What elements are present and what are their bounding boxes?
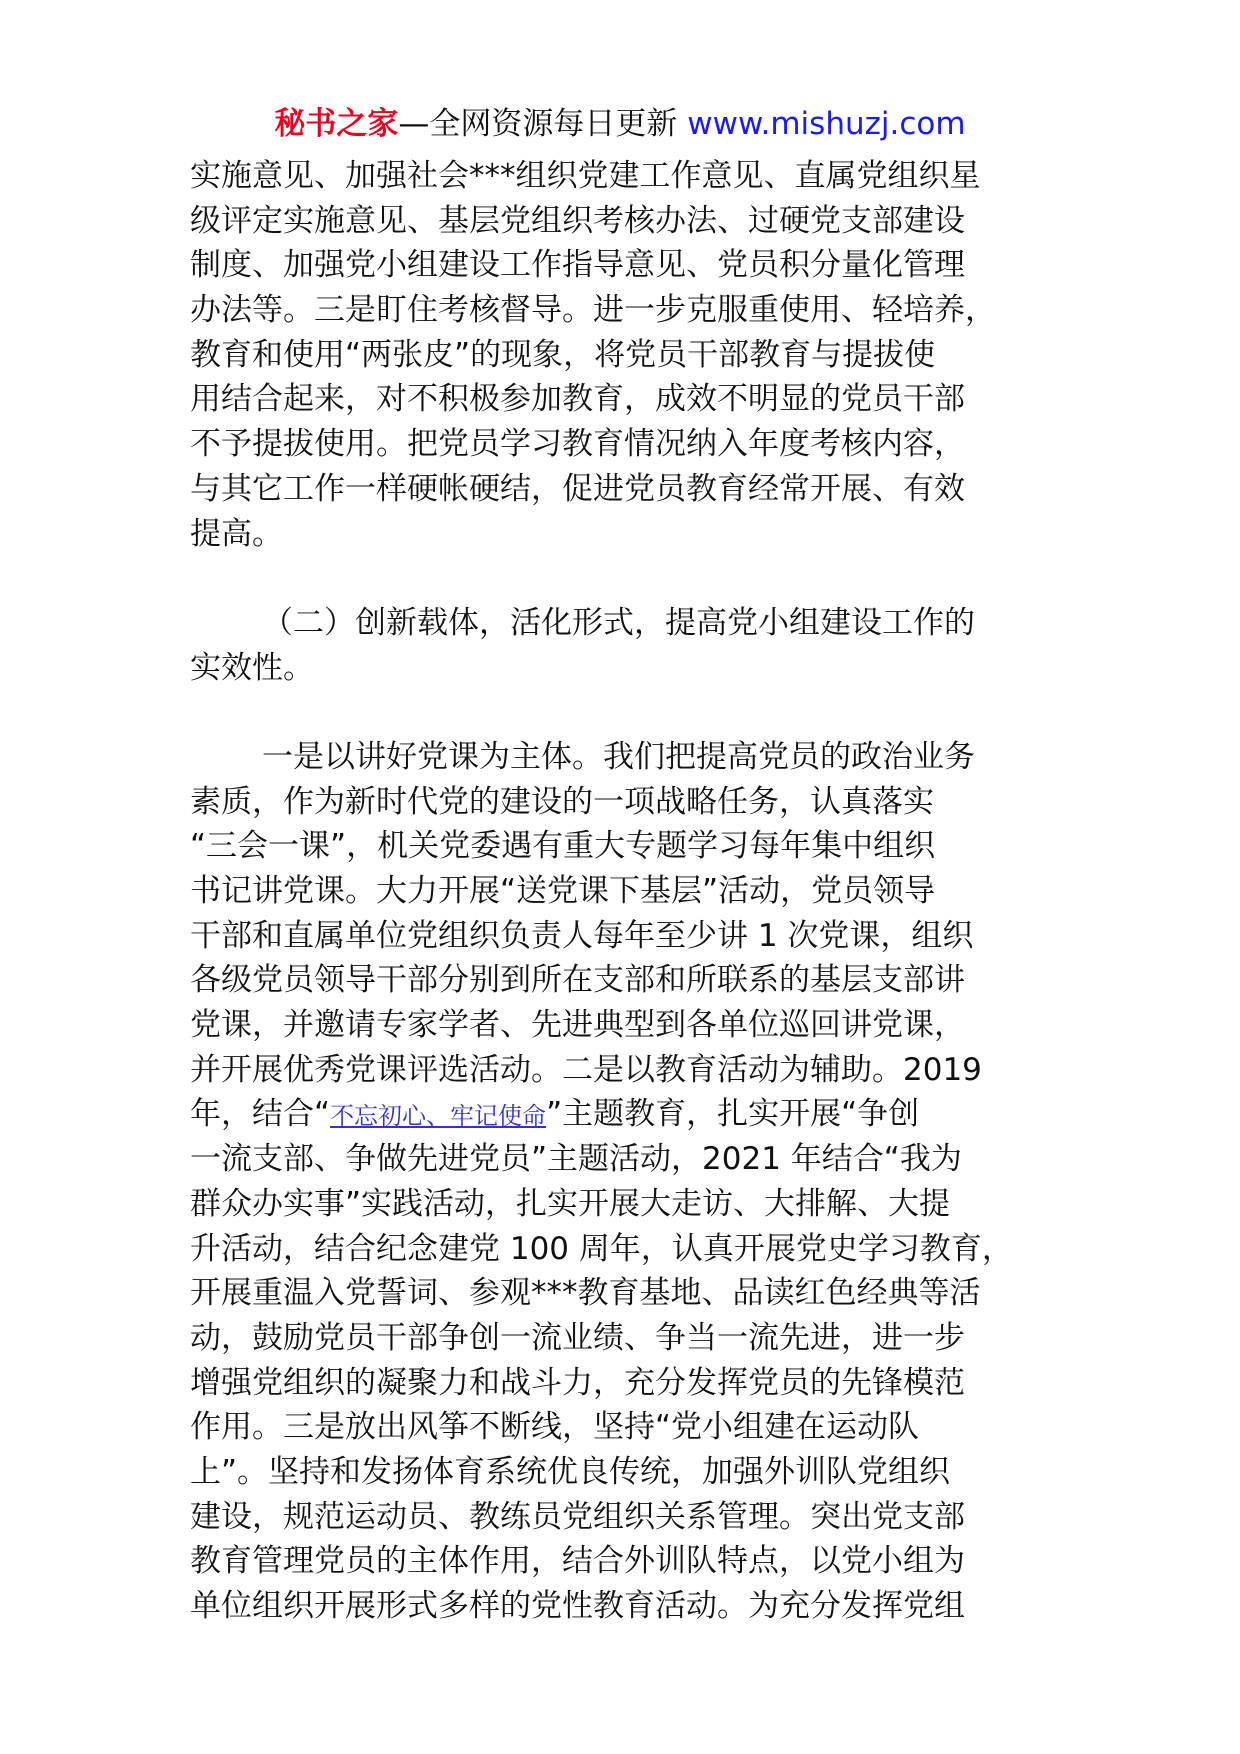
text-line: 制度、加强党小组建设工作指导意见、党员积分量化管理 bbox=[190, 247, 965, 284]
text-line: 不予提拔使用。把党员学习教育情况纳入年度考核内容， bbox=[190, 426, 965, 463]
text-line-with-link bbox=[190, 1092, 1050, 1137]
link-prefix-text: 年，结合“ bbox=[190, 1096, 331, 1133]
text-line: 升活动，结合纪念建党 100 周年，认真开展党史学习教育， bbox=[190, 1230, 1013, 1267]
text-line: 党课，并邀请专家学者、先进典型到各单位巡回讲党课， bbox=[190, 1007, 965, 1044]
text-line: 上”。坚持和发扬体育系统优良传统，加强外训队党组织 bbox=[190, 1453, 951, 1490]
text-line: 单位组织开展形式多样的党性教育活动。为充分发挥党组 bbox=[190, 1588, 965, 1624]
brand-name: 秘书之家 bbox=[274, 106, 399, 142]
text-line: “三会一课”，机关党委遇有重大专题学习每年集中组织 bbox=[190, 828, 936, 865]
paragraph-1 bbox=[190, 154, 1050, 556]
text-line: 教育和使用“两张皮”的现象，将党员干部教育与提拔使 bbox=[190, 336, 936, 373]
header-tagline: —全网资源每日更新 bbox=[398, 106, 678, 142]
text-line: 并开展优秀党课评选活动。二是以教育活动为辅助。2019 bbox=[190, 1051, 982, 1088]
text-line: 素质，作为新时代党的建设的一项战略任务，认真落实 bbox=[190, 783, 934, 820]
text-line: 作用。三是放出风筝不断线，坚持“党小组建在运动队 bbox=[190, 1409, 920, 1446]
text-line: 增强党组织的凝聚力和战斗力，充分发挥党员的先锋模范 bbox=[190, 1364, 965, 1401]
theme-education-link[interactable]: 不忘初心、牢记使命 bbox=[330, 1102, 547, 1131]
paragraph-3 bbox=[190, 735, 1050, 1629]
link-suffix-text: ”主题教育，扎实开展“争创 bbox=[546, 1096, 920, 1133]
section-heading-2 bbox=[190, 601, 1050, 690]
text-line: 书记讲党课。大力开展“送党课下基层”活动，党员领导 bbox=[190, 873, 936, 909]
text-line: 用结合起来，对不积极参加教育，成效不明显的党员干部 bbox=[190, 381, 965, 418]
heading-line: （二）创新载体，活化形式，提高党小组建设工作的 bbox=[262, 604, 975, 641]
text-line: 与其它工作一样硬帐硬结，促进党员教育经常开展、有效 bbox=[190, 470, 965, 507]
text-line: 一流支部、争做先进党员”主题活动，2021 年结合“我为 bbox=[190, 1141, 962, 1178]
text-line: 动，鼓励党员干部争创一流业绩、争当一流先进，进一步 bbox=[190, 1319, 965, 1356]
text-line: 实施意见、加强社会***组织党建工作意见、直属党组织星 bbox=[190, 158, 981, 194]
site-header bbox=[0, 104, 1240, 144]
text-line: 一是以讲好党课为主体。我们把提高党员的政治业务 bbox=[262, 738, 975, 775]
text-line: 教育管理党员的主体作用，结合外训队特点，以党小组为 bbox=[190, 1543, 965, 1580]
text-line: 提高。 bbox=[190, 515, 283, 552]
text-line: 级评定实施意见、基层党组织考核办法、过硬党支部建设 bbox=[190, 202, 965, 239]
document-body bbox=[190, 154, 1050, 1629]
text-line: 办法等。三是盯住考核督导。进一步克服重使用、轻培养， bbox=[190, 292, 996, 329]
text-line: 干部和直属单位党组织负责人每年至少讲 1 次党课，组织 bbox=[190, 917, 974, 954]
text-line: 建设，规范运动员、教练员党组织关系管理。突出党支部 bbox=[190, 1498, 965, 1535]
text-line: 各级党员领导干部分别到所在支部和所联系的基层支部讲 bbox=[190, 962, 965, 999]
site-url-link[interactable]: www.mishuzj.com bbox=[687, 106, 966, 142]
heading-line: 实效性。 bbox=[190, 649, 314, 686]
text-line: 开展重温入党誓词、参观***教育基地、品读红色经典等活 bbox=[190, 1275, 981, 1312]
text-line: 群众办实事”实践活动，扎实开展大走访、大排解、大提 bbox=[190, 1185, 951, 1222]
